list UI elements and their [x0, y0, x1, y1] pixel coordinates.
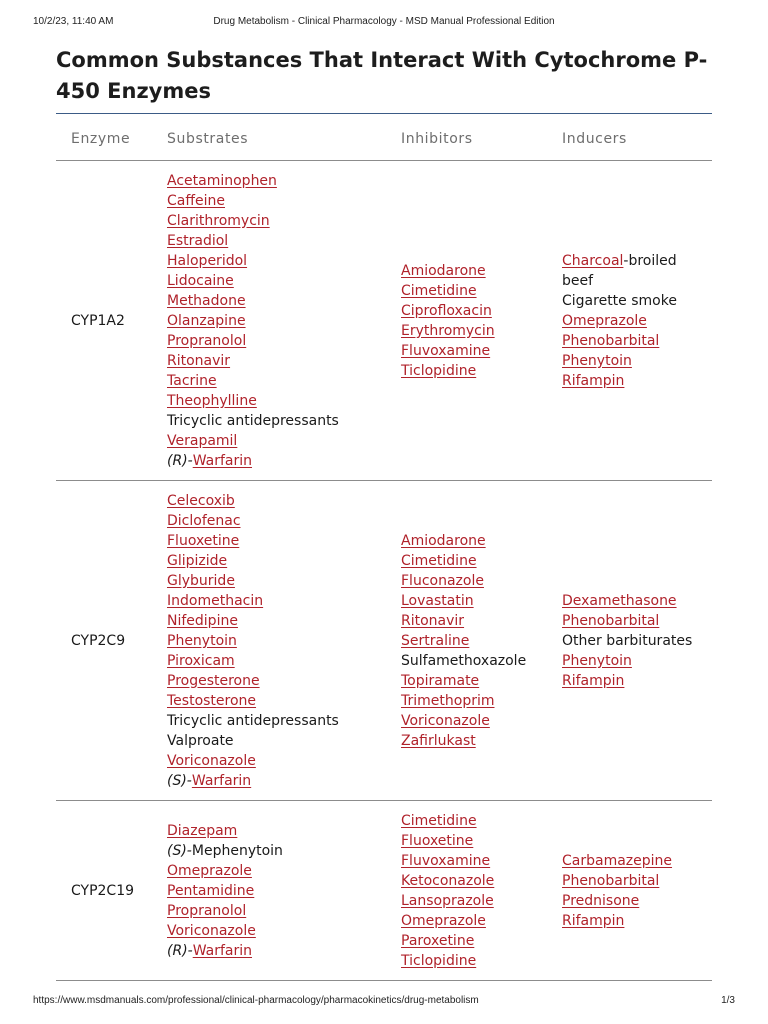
inducer-text: Cigarette smoke — [562, 292, 677, 309]
enzyme-name: CYP2C19 — [71, 882, 135, 899]
substrate-link[interactable]: Warfarin — [192, 942, 253, 959]
inhibitor-item — [401, 531, 561, 551]
substrate-link[interactable]: Methadone — [167, 292, 246, 309]
inhibitor-item — [401, 851, 561, 871]
substrate-link[interactable]: Verapamil — [167, 432, 238, 449]
inducer-item — [562, 591, 712, 611]
inhibitor-link[interactable]: Ticlopidine — [401, 952, 477, 969]
substrate-item — [167, 271, 397, 291]
print-header — [33, 16, 735, 30]
inhibitor-link[interactable]: Omeprazole — [401, 912, 486, 929]
inducer-item — [562, 851, 712, 871]
inducer-item — [562, 351, 712, 371]
substrate-link[interactable]: Progesterone — [167, 672, 260, 689]
inhibitor-item — [401, 321, 561, 341]
substrate-item — [167, 751, 397, 771]
inhibitor-item — [401, 731, 561, 751]
substrate-item — [167, 691, 397, 711]
substrate-text: Tricyclic antidepressants — [167, 412, 339, 429]
substrates-cell — [167, 171, 397, 471]
substrate-item — [167, 251, 397, 271]
substrate-link[interactable]: Testosterone — [167, 692, 257, 709]
substrate-link[interactable]: Celecoxib — [167, 492, 235, 509]
enzyme-name: CYP2C9 — [71, 632, 126, 649]
print-footer — [33, 995, 735, 1009]
inhibitor-link[interactable]: Paroxetine — [401, 932, 475, 949]
inhibitor-link[interactable]: Cimetidine — [401, 282, 477, 299]
substrate-item — [167, 861, 397, 881]
substrate-link[interactable]: Voriconazole — [167, 922, 256, 939]
inducer-link[interactable]: Dexamethasone — [562, 592, 677, 609]
substrate-link[interactable]: Ritonavir — [167, 352, 231, 369]
inhibitors-cell — [401, 531, 561, 751]
stereo-prefix: (R)- — [167, 942, 193, 959]
substrate-text: Tricyclic antidepressants — [167, 712, 339, 729]
inhibitor-item — [401, 691, 561, 711]
inhibitor-link[interactable]: Topiramate — [401, 672, 480, 689]
inducer-item — [562, 611, 712, 631]
inhibitor-link[interactable]: Lansoprazole — [401, 892, 494, 909]
inducer-link[interactable]: Charcoal — [562, 252, 624, 269]
inhibitor-item — [401, 711, 561, 731]
inducer-link[interactable]: Prednisone — [562, 892, 640, 909]
substrate-item — [167, 431, 397, 451]
substrates-cell — [167, 821, 397, 961]
substrate-item — [167, 631, 397, 651]
substrate-item — [167, 671, 397, 691]
inhibitor-link[interactable]: Cimetidine — [401, 552, 477, 569]
inducer-item — [562, 331, 712, 351]
substrate-link[interactable]: Nifedipine — [167, 612, 238, 629]
inducer-item — [562, 371, 712, 391]
inducer-item — [562, 891, 712, 911]
substrate-link[interactable]: Olanzapine — [167, 312, 246, 329]
substrate-item — [167, 371, 397, 391]
substrate-link[interactable]: Pentamidine — [167, 882, 255, 899]
substrate-link[interactable]: Omeprazole — [167, 862, 252, 879]
table-title-line-2: 450 Enzymes — [56, 79, 211, 103]
substrate-link[interactable]: Clarithromycin — [167, 212, 270, 229]
item-suffix: -broiled — [623, 252, 677, 269]
inhibitor-item — [401, 811, 561, 831]
inhibitor-item — [401, 281, 561, 301]
inducers-cell — [562, 851, 712, 931]
substrate-item — [167, 211, 397, 231]
substrate-item — [167, 451, 397, 471]
substrate-link[interactable]: Acetaminophen — [167, 172, 277, 189]
substrate-link[interactable]: Voriconazole — [167, 752, 256, 769]
enzyme-name: CYP1A2 — [71, 312, 125, 329]
substrate-item — [167, 901, 397, 921]
inhibitor-item — [401, 341, 561, 361]
substrate-link[interactable]: Tacrine — [167, 372, 217, 389]
stereo-prefix: (S)- — [167, 772, 192, 789]
substrates-cell — [167, 491, 397, 791]
inhibitor-item — [401, 651, 561, 671]
inhibitor-link[interactable]: Ciprofloxacin — [401, 302, 492, 319]
inducer-link[interactable]: Phenobarbital — [562, 332, 660, 349]
inducers-cell — [562, 251, 712, 391]
column-header-inhibitors: Inhibitors — [401, 131, 473, 147]
inducer-item — [562, 651, 712, 671]
print-url: https://www.msdmanuals.com/professional/clinical-pharmacology/pharmacokinetics/drug-metabolism — [33, 995, 479, 1006]
column-header-enzyme: Enzyme — [71, 131, 131, 147]
table-header-row — [56, 114, 712, 161]
print-page-number: 1/3 — [721, 995, 735, 1006]
substrate-item — [167, 611, 397, 631]
substrate-item — [167, 571, 397, 591]
inhibitor-item — [401, 551, 561, 571]
substrate-item — [167, 591, 397, 611]
substrate-item — [167, 771, 397, 791]
inhibitor-link[interactable]: Ritonavir — [401, 612, 465, 629]
inducer-item — [562, 251, 712, 271]
substrate-item — [167, 311, 397, 331]
inhibitor-item — [401, 671, 561, 691]
table-row — [56, 161, 712, 481]
inhibitor-item — [401, 831, 561, 851]
inhibitor-item — [401, 931, 561, 951]
substrate-item — [167, 881, 397, 901]
inhibitor-item — [401, 631, 561, 651]
substrate-item — [167, 391, 397, 411]
inhibitor-item — [401, 571, 561, 591]
print-document-title: Drug Metabolism - Clinical Pharmacology - MSD Manual Professional Edition — [213, 16, 555, 27]
substrate-item — [167, 331, 397, 351]
inducer-item — [562, 671, 712, 691]
table-body — [56, 161, 712, 981]
inducer-text: beef — [562, 272, 594, 289]
table-title-line-1: Common Substances That Interact With Cytochrome P- — [56, 48, 708, 72]
inducer-link[interactable]: Phenobarbital — [562, 872, 660, 889]
inducer-item — [562, 871, 712, 891]
substrate-item — [167, 191, 397, 211]
inhibitor-link[interactable]: Voriconazole — [401, 712, 490, 729]
inhibitor-link[interactable]: Cimetidine — [401, 812, 477, 829]
substrate-item — [167, 231, 397, 251]
substrate-item — [167, 291, 397, 311]
table-row — [56, 481, 712, 801]
substrate-link[interactable]: Fluoxetine — [167, 532, 240, 549]
inhibitor-link[interactable]: Zafirlukast — [401, 732, 476, 749]
inhibitor-link[interactable]: Sertraline — [401, 632, 470, 649]
inhibitor-item — [401, 611, 561, 631]
inhibitor-link[interactable]: Lovastatin — [401, 592, 474, 609]
substrate-link[interactable]: Glyburide — [167, 572, 235, 589]
substrate-item — [167, 551, 397, 571]
inhibitor-link[interactable]: Amiodarone — [401, 532, 486, 549]
inducer-item — [562, 311, 712, 331]
inducer-text: Other barbiturates — [562, 632, 693, 649]
column-header-substrates: Substrates — [167, 131, 249, 147]
inducer-link[interactable]: Rifampin — [562, 372, 625, 389]
inhibitor-link[interactable]: Fluvoxamine — [401, 852, 491, 869]
inducer-link[interactable]: Omeprazole — [562, 312, 647, 329]
substrate-item — [167, 531, 397, 551]
inducer-item — [562, 911, 712, 931]
substrate-item — [167, 491, 397, 511]
print-date: 10/2/23, 11:40 AM — [33, 16, 114, 27]
inhibitor-link[interactable]: Ketoconazole — [401, 872, 495, 889]
inducer-link[interactable]: Rifampin — [562, 912, 625, 929]
substrate-item — [167, 841, 397, 861]
substrate-item — [167, 511, 397, 531]
inhibitor-item — [401, 301, 561, 321]
substrate-link[interactable]: Warfarin — [191, 772, 252, 789]
substrate-item — [167, 941, 397, 961]
inhibitor-item — [401, 361, 561, 381]
inducer-link[interactable]: Phenytoin — [562, 352, 632, 369]
inducers-cell — [562, 591, 712, 691]
column-header-inducers: Inducers — [562, 131, 627, 147]
table-row — [56, 801, 712, 981]
inducer-link[interactable]: Phenytoin — [562, 652, 632, 669]
inhibitor-item — [401, 951, 561, 971]
substrate-link[interactable]: Diclofenac — [167, 512, 241, 529]
inducer-link[interactable]: Rifampin — [562, 672, 625, 689]
inducer-item — [562, 291, 712, 311]
inducer-link[interactable]: Phenobarbital — [562, 612, 660, 629]
substrate-text: Valproate — [167, 732, 234, 749]
substrate-link[interactable]: Estradiol — [167, 232, 229, 249]
inhibitor-link[interactable]: Fluoxetine — [401, 832, 474, 849]
substrate-item — [167, 711, 397, 731]
inhibitor-link[interactable]: Ticlopidine — [401, 362, 477, 379]
substrate-item — [167, 821, 397, 841]
substrate-link[interactable]: Glipizide — [167, 552, 228, 569]
substrate-link[interactable]: Lidocaine — [167, 272, 234, 289]
inducer-link[interactable]: Carbamazepine — [562, 852, 673, 869]
inhibitor-item — [401, 891, 561, 911]
inhibitor-item — [401, 261, 561, 281]
substrate-text: Mephenytoin — [191, 842, 283, 859]
inhibitor-link[interactable]: Fluconazole — [401, 572, 484, 589]
substrate-item — [167, 731, 397, 751]
substrate-link[interactable]: Phenytoin — [167, 632, 237, 649]
cyp450-table — [56, 114, 712, 981]
inhibitor-link[interactable]: Trimethoprim — [401, 692, 495, 709]
substrate-link[interactable]: Piroxicam — [167, 652, 235, 669]
substrate-item — [167, 651, 397, 671]
substrate-item — [167, 171, 397, 191]
substrate-item — [167, 411, 397, 431]
substrate-link[interactable]: Propranolol — [167, 332, 247, 349]
inhibitor-item — [401, 591, 561, 611]
substrate-link[interactable]: Diazepam — [167, 822, 238, 839]
substrate-link[interactable]: Caffeine — [167, 192, 225, 209]
inhibitor-text: Sulfamethoxazole — [401, 652, 527, 669]
inhibitor-item — [401, 871, 561, 891]
substrate-item — [167, 921, 397, 941]
substrate-link[interactable]: Warfarin — [192, 452, 253, 469]
inhibitor-link[interactable]: Fluvoxamine — [401, 342, 491, 359]
stereo-prefix: (S)- — [167, 842, 192, 859]
inhibitors-cell — [401, 811, 561, 971]
inhibitor-link[interactable]: Amiodarone — [401, 262, 486, 279]
inhibitors-cell — [401, 261, 561, 381]
table-title — [56, 45, 716, 107]
inducer-item — [562, 631, 712, 651]
inhibitor-link[interactable]: Erythromycin — [401, 322, 495, 339]
substrate-item — [167, 351, 397, 371]
inducer-item — [562, 271, 712, 291]
substrate-link[interactable]: Indomethacin — [167, 592, 264, 609]
substrate-link[interactable]: Theophylline — [167, 392, 257, 409]
substrate-link[interactable]: Propranolol — [167, 902, 247, 919]
substrate-link[interactable]: Haloperidol — [167, 252, 248, 269]
inhibitor-item — [401, 911, 561, 931]
stereo-prefix: (R)- — [167, 452, 193, 469]
